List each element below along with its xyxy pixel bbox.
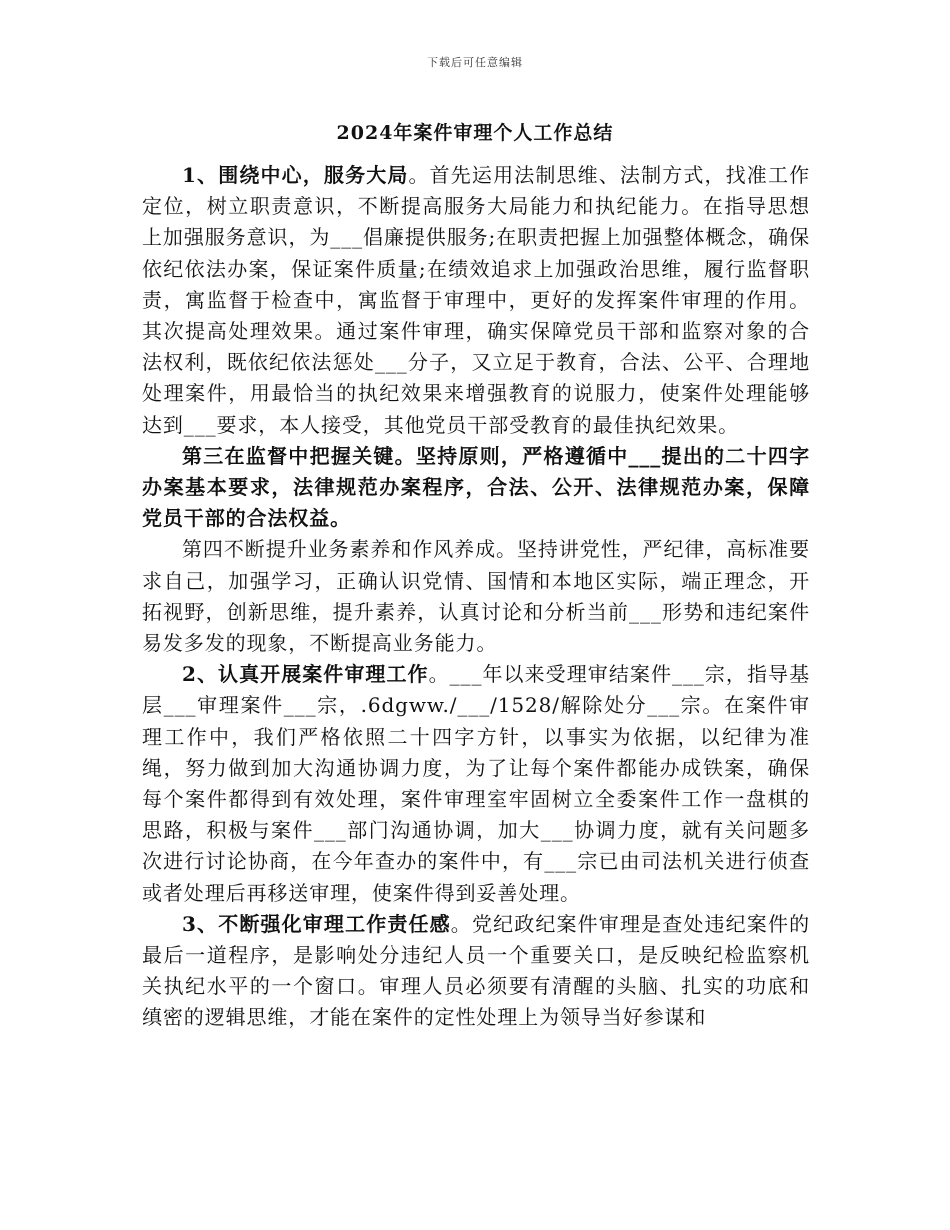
- paragraph-5-heading: 3、不断强化审理工作责任感: [182, 911, 451, 936]
- paragraph-5-text: 。党纪政纪案件审理是查处违纪案件的最后一道程序，是影响处分违纪人员一个重要关口，是反映纪检监察机关执纪水平的一个窗口。审理人员必须要有清醒的头脑、扎实的功底和缜密的逻辑思维，才能在案件的定性处理上为领导当好参谋和: [142, 911, 810, 1030]
- paragraph-3: [142, 534, 810, 659]
- page-header-note: 下载后可任意编辑: [427, 56, 523, 69]
- paragraph-1: [142, 160, 810, 441]
- paragraph-1-heading: 1、围绕中心，服务大局: [182, 163, 409, 187]
- paragraph-4-text: 。___年以来受理审结案件___宗，指导基层___审理案件___宗，.6dgww./___/1528/解除处分___宗。在案件审理工作中，我们严格依照二十四字方针，以事实为依据，以纪律为准绳，努力做到加大沟通协调力度，为了让每个案件都能办成铁案，确保每个案件都得到有效处理，案件审理室牢固树立全委案件工作一盘棋的思路，积极与案件___部门沟通协调，加大___协调力度，就有关问题多次进行讨论协商，在今年查办的案件中，有___宗已由司法机关进行侦查或者处理后再移送审理，使案件得到妥善处理。: [142, 662, 810, 905]
- document-body: [142, 160, 810, 1034]
- paragraph-1-text: 。首先运用法制思维、法制方式，找准工作定位，树立职责意识，不断提高服务大局能力和执纪能力。在指导思想上加强服务意识，为___倡廉提供服务;在职责把握上加强整体概念，确保依纪依法办案，保证案件质量;在绩效追求上加强政治思维，履行监督职责，寓监督于检查中，寓监督于审理中，更好的发挥案件审理的作用。其次提高处理效果。通过案件审理，确实保障党员干部和监察对象的合法权利，既依纪依法惩处___分子，又立足于教育，合法、公平、合理地处理案件，用最恰当的执纪效果来增强教育的说服力，使案件处理能够达到___要求，本人接受，其他党员干部受教育的最佳执纪效果。: [142, 163, 810, 437]
- paragraph-5: [142, 909, 810, 1034]
- paragraph-4: [142, 659, 810, 909]
- paragraph-2: [142, 441, 810, 535]
- paragraph-2-text: 第三在监督中把握关键。坚持原则，严格遵循中___提出的二十四字办案基本要求，法律规范办案程序，合法、公开、法律规范办案，保障党员干部的合法权益。: [142, 443, 810, 531]
- paragraph-4-heading: 2、认真开展案件审理工作: [182, 662, 429, 687]
- document-title: 2024年案件审理个人工作总结: [336, 122, 614, 144]
- paragraph-3-text: 第四不断提升业务素养和作风养成。坚持讲党性，严纪律，高标准要求自己，加强学习，正确认识党情、国情和本地区实际，端正理念，开拓视野，创新思维，提升素养，认真讨论和分析当前___形势和违纪案件易发多发的现象，不断提高业务能力。: [142, 537, 810, 656]
